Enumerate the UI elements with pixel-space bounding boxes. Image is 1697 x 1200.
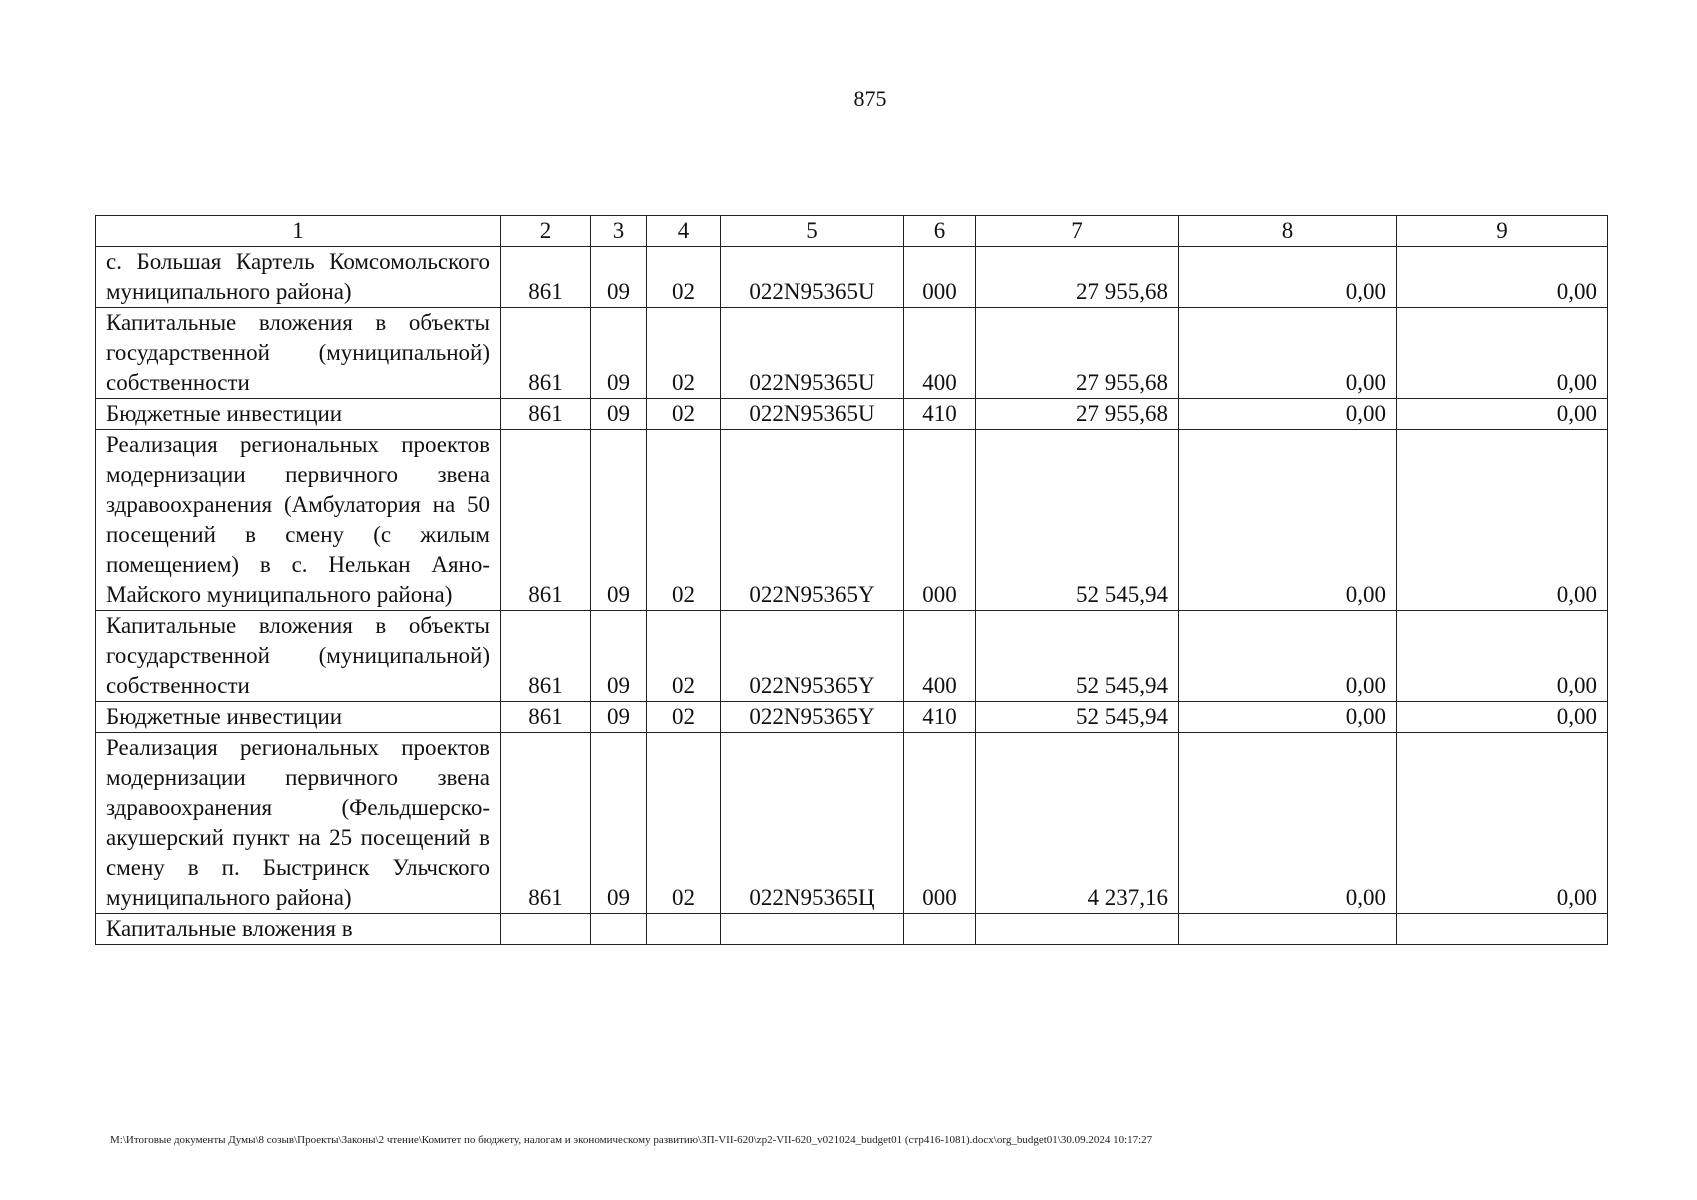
cell: 09 [591,308,647,399]
cell: 02 [647,399,721,430]
cell: 022N95365Ц [721,733,904,914]
cell: 27 955,68 [976,399,1179,430]
cell: 861 [501,247,591,308]
table-row [96,702,1608,733]
cell [1397,914,1608,945]
cell: 861 [501,733,591,914]
cell: 0,00 [1397,611,1608,702]
cell: 000 [904,733,976,914]
cell: 02 [647,611,721,702]
cell: 0,00 [1179,430,1397,611]
cell [721,914,904,945]
column-header: 7 [976,216,1179,247]
cell: 0,00 [1397,399,1608,430]
cell: 0,00 [1179,247,1397,308]
cell: 861 [501,611,591,702]
cell: 861 [501,399,591,430]
cell [501,914,591,945]
column-header: 1 [96,216,501,247]
cell: 02 [647,733,721,914]
cell: 27 955,68 [976,308,1179,399]
cell: 09 [591,702,647,733]
cell: 400 [904,308,976,399]
cell: 000 [904,430,976,611]
cell: 0,00 [1179,611,1397,702]
cell: 022N95365U [721,247,904,308]
cell: 09 [591,247,647,308]
row-name-cell: Бюджетные инвестиции [96,399,501,430]
cell: 861 [501,430,591,611]
cell: 02 [647,702,721,733]
cell: 0,00 [1397,247,1608,308]
cell: 0,00 [1397,430,1608,611]
column-header: 9 [1397,216,1608,247]
cell: 022N95365Y [721,611,904,702]
table-row [96,430,1608,611]
cell: 52 545,94 [976,611,1179,702]
cell: 0,00 [1179,702,1397,733]
row-name-cell: Капитальные вложения в объекты государственной (муниципальной) собственности [96,308,501,399]
row-name-cell: Капитальные вложения в [96,914,501,945]
cell: 022N95365Y [721,702,904,733]
budget-table [95,215,1608,945]
column-header: 2 [501,216,591,247]
cell [647,914,721,945]
row-name-cell: Бюджетные инвестиции [96,702,501,733]
cell [976,914,1179,945]
table-row [96,611,1608,702]
row-name-cell: Реализация региональных проектов модернизации первичного звена здравоохранения (Амбулатория на 50 посещений в смену (с жилым помещением) в с. Нелькан Аяно-Майского муниципального района) [96,430,501,611]
cell: 52 545,94 [976,430,1179,611]
cell: 09 [591,399,647,430]
column-header: 8 [1179,216,1397,247]
cell: 02 [647,430,721,611]
column-header: 3 [591,216,647,247]
cell: 09 [591,611,647,702]
table-row [96,399,1608,430]
cell: 09 [591,733,647,914]
cell: 022N95365U [721,308,904,399]
cell: 02 [647,308,721,399]
cell: 0,00 [1397,733,1608,914]
row-name-cell: Реализация региональных проектов модернизации первичного звена здравоохранения (Фельдшерско-акушерский пункт на 25 посещений в смену в п. Быстринск Ульчского муниципального района) [96,733,501,914]
cell: 09 [591,430,647,611]
cell: 4 237,16 [976,733,1179,914]
cell: 0,00 [1179,308,1397,399]
cell: 0,00 [1397,702,1608,733]
table-row [96,308,1608,399]
cell: 52 545,94 [976,702,1179,733]
row-name-cell: с. Большая Картель Комсомольского муниципального района) [96,247,501,308]
cell: 0,00 [1179,733,1397,914]
cell: 410 [904,702,976,733]
cell: 0,00 [1397,308,1608,399]
table-header-row [96,216,1608,247]
cell: 0,00 [1179,399,1397,430]
cell [904,914,976,945]
cell: 02 [647,247,721,308]
cell: 022N95365U [721,399,904,430]
file-path-footer: M:\Итоговые документы Думы\8 созыв\Проекты\Законы\2 чтение\Комитет по бюджету, налогам и экономическому развитию\ЗП-VII-620\zp2-VII-620_v021024_budget01 (стр416-1081).docx\org_budget01\30.09.2024 10:17:27 [110,1134,1153,1146]
table-row [96,733,1608,914]
cell: 400 [904,611,976,702]
cell: 27 955,68 [976,247,1179,308]
column-header: 5 [721,216,904,247]
cell: 410 [904,399,976,430]
cell: 022N95365Y [721,430,904,611]
cell [591,914,647,945]
cell [1179,914,1397,945]
row-name-cell: Капитальные вложения в объекты государственной (муниципальной) собственности [96,611,501,702]
page-number: 875 [853,86,887,111]
table-row [96,247,1608,308]
cell: 861 [501,702,591,733]
cell: 000 [904,247,976,308]
cell: 861 [501,308,591,399]
table-row-truncated [96,914,1608,945]
column-header: 4 [647,216,721,247]
column-header: 6 [904,216,976,247]
